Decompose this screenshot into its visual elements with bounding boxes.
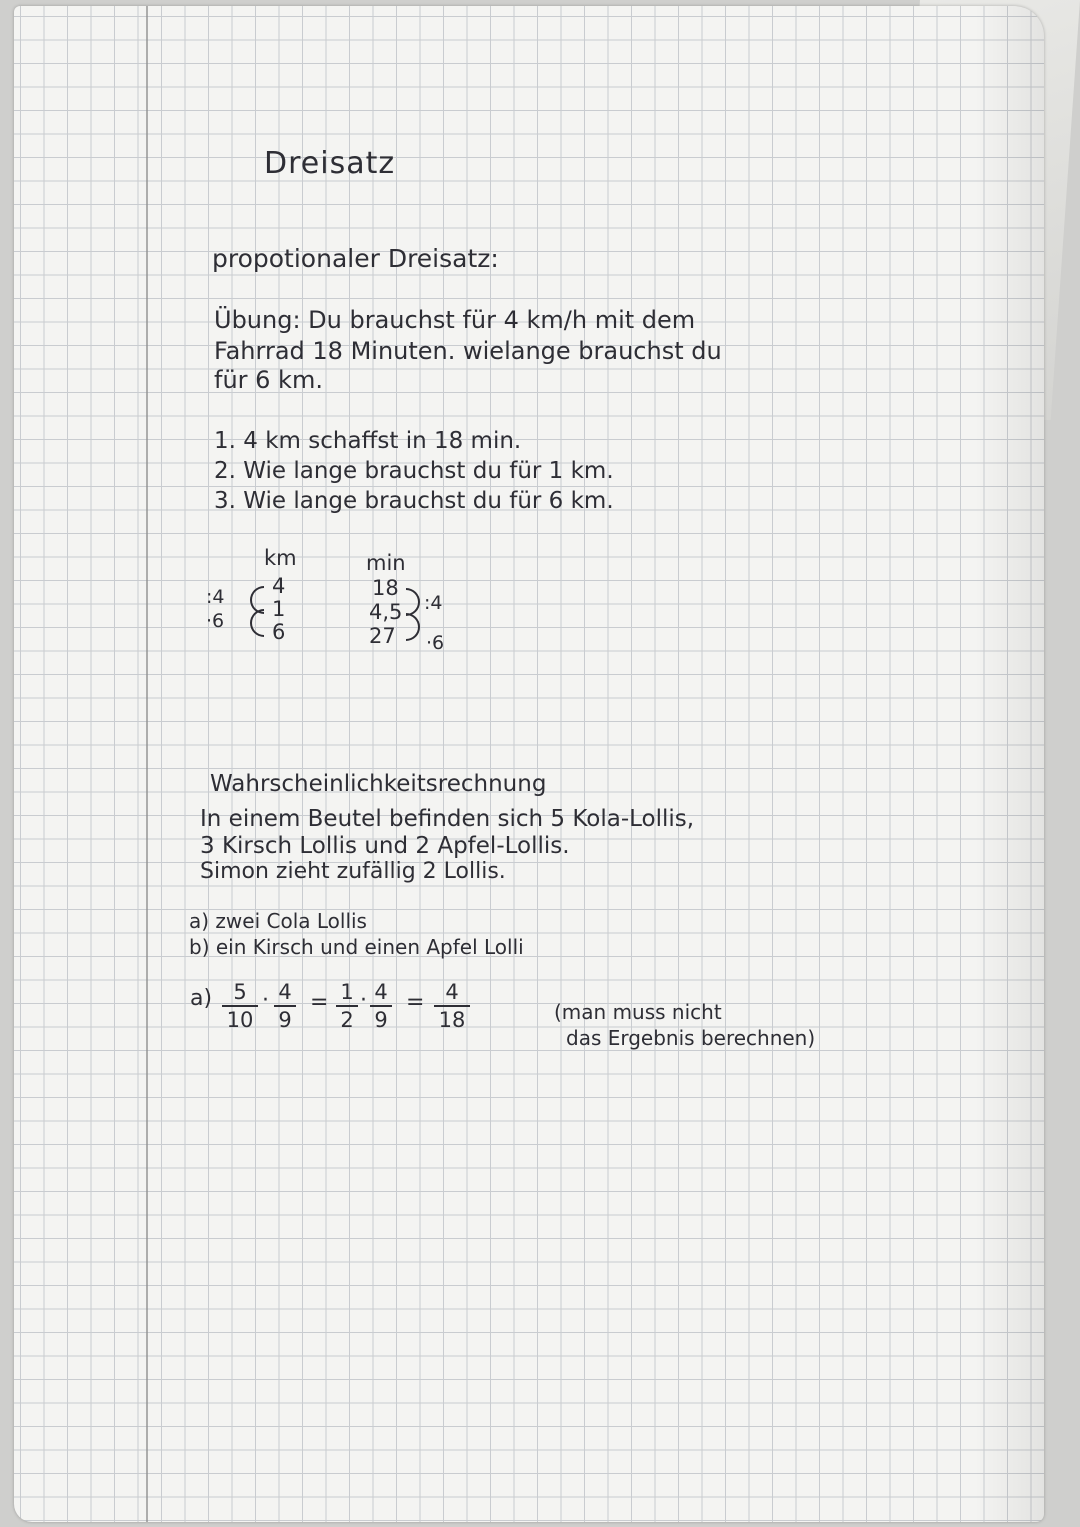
exercise-line: Fahrrad 18 Minuten. wielange brauchst du [214, 337, 722, 365]
problem-line: In einem Beutel befinden sich 5 Kola-Lollis, [200, 806, 695, 832]
exercise-line: Übung: Du brauchst für 4 km/h mit dem [214, 306, 696, 334]
section-heading-probability: Wahrscheinlichkeitsrechnung [210, 771, 547, 797]
fraction [434, 980, 470, 1032]
denominator: 9 [374, 1008, 388, 1032]
denominator: 18 [438, 1008, 466, 1032]
numerator: 1 [340, 980, 354, 1004]
fraction [370, 980, 392, 1032]
operator: · [360, 988, 367, 1013]
numerator: 5 [233, 980, 247, 1004]
arrow-arc-right [406, 588, 420, 616]
min-value: 4,5 [369, 600, 403, 624]
exercise-line: für 6 km. [214, 366, 323, 394]
problem-line: 3 Kirsch Lollis und 2 Apfel-Lollis. [200, 833, 570, 859]
km-value: 6 [272, 620, 286, 644]
column-header-min: min [366, 551, 406, 575]
column-header-km: km [264, 546, 297, 570]
denominator: 2 [340, 1008, 354, 1032]
fraction [336, 980, 358, 1032]
note-line: (man muss nicht [554, 1000, 722, 1024]
note-line: das Ergebnis berechnen) [566, 1026, 816, 1050]
arrow-arc-right [406, 613, 420, 641]
step-line: 2. Wie lange brauchst du für 1 km. [214, 458, 614, 484]
operator-right: ·6 [426, 632, 445, 654]
fraction [274, 980, 296, 1032]
min-value: 18 [372, 576, 399, 600]
denominator: 9 [278, 1008, 292, 1032]
page-shadow [974, 6, 1044, 1522]
operator-left: :4 [206, 586, 225, 608]
page-title: Dreisatz [264, 146, 396, 181]
numerator: 4 [374, 980, 388, 1004]
operator-left: ·6 [206, 610, 225, 632]
problem-line: Simon zieht zufällig 2 Lollis. [200, 859, 506, 884]
question-line: b) ein Kirsch und einen Apfel Lolli [189, 935, 524, 959]
numerator: 4 [445, 980, 459, 1004]
step-line: 1. 4 km schaffst in 18 min. [214, 428, 522, 454]
notebook-page [14, 6, 1044, 1522]
section-heading-dreisatz: propotionaler Dreisatz: [212, 244, 499, 273]
arrow-arc-left [250, 609, 264, 637]
denominator: 10 [226, 1008, 254, 1032]
margin-line [146, 6, 148, 1522]
solution-label: a) [190, 986, 213, 1011]
km-value: 1 [272, 597, 286, 621]
operator: · [262, 988, 269, 1013]
operator-right: :4 [424, 592, 443, 614]
operator: = [310, 990, 329, 1015]
km-value: 4 [272, 574, 286, 598]
min-value: 27 [369, 624, 396, 648]
question-line: a) zwei Cola Lollis [189, 909, 367, 933]
operator: = [406, 990, 425, 1015]
fraction [222, 980, 258, 1032]
numerator: 4 [278, 980, 292, 1004]
step-line: 3. Wie lange brauchst du für 6 km. [214, 488, 614, 514]
